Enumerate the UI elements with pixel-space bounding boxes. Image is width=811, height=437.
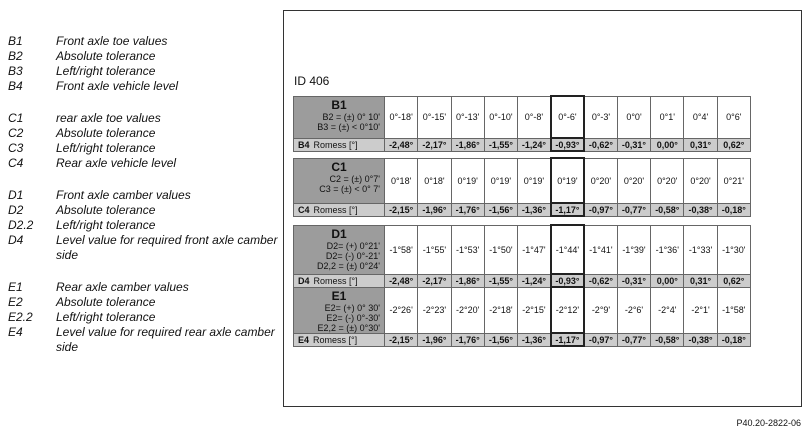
value-cell: 0°19' — [518, 158, 551, 203]
reference-cell: -1,76° — [451, 203, 484, 216]
table-title: B1 — [331, 97, 347, 112]
reference-unit: Romess [°] — [313, 275, 358, 286]
value-cell: -1°53' — [451, 225, 484, 274]
table-header-cell — [294, 287, 385, 333]
reference-label-cell — [294, 138, 385, 151]
value-cell: -2°12' — [551, 287, 584, 333]
reference-unit: Romess [°] — [313, 139, 358, 150]
legend-row — [8, 64, 278, 79]
reference-cell: -1,96° — [418, 203, 451, 216]
value-cell: -2°1' — [684, 287, 717, 333]
tolerance-line: B2 = (±) 0° 10' — [322, 111, 380, 122]
legend-row — [8, 325, 278, 355]
reference-cell: -0,38° — [684, 203, 717, 216]
legend-row — [8, 34, 278, 49]
reference-code: B4 — [298, 139, 310, 150]
legend-description: Left/right tolerance — [56, 218, 156, 232]
value-cell: 0°19' — [484, 158, 517, 203]
reference-cell: -2,17° — [418, 274, 451, 287]
tolerance-line: D2,2 = (±) 0°24' — [316, 260, 380, 271]
legend-row — [8, 49, 278, 64]
value-cell: 0°4' — [684, 96, 717, 138]
reference-cell: -0,18° — [717, 333, 750, 346]
legend-description: Front axle camber values — [56, 188, 191, 202]
value-cell: -1°36' — [651, 225, 684, 274]
reference-cell: -1,17° — [551, 203, 584, 216]
legend-description: Level value for required front axle camber side — [56, 233, 278, 262]
value-cell: 0°-18' — [385, 96, 418, 138]
alignment-table — [293, 95, 751, 152]
legend-row — [8, 310, 278, 325]
value-cell: -2°20' — [451, 287, 484, 333]
reference-cell: -0,77° — [617, 203, 650, 216]
reference-unit: Romess [°] — [313, 204, 358, 215]
reference-cell: -2,17° — [418, 138, 451, 151]
reference-cell: -2,48° — [385, 274, 418, 287]
legend-group — [8, 111, 278, 171]
tolerance-line: E2,2 = (±) 0°30' — [317, 322, 380, 333]
value-cell: 0°18' — [418, 158, 451, 203]
tolerance-line: D2= (+) 0°21' — [326, 240, 380, 251]
table-title: E1 — [331, 288, 347, 303]
legend-row — [8, 111, 278, 126]
reference-cell: -0,62° — [584, 138, 617, 151]
legend-code: C4 — [8, 156, 24, 170]
reference-unit: Romess [°] — [313, 334, 358, 345]
reference-cell: 0,62° — [717, 274, 750, 287]
legend-group — [8, 34, 278, 94]
legend-row — [8, 295, 278, 310]
legend-code: D2 — [8, 203, 24, 217]
value-cell: -1°50' — [484, 225, 517, 274]
alignment-grid — [293, 286, 751, 347]
reference-cell: 0,31° — [684, 138, 717, 151]
legend-description: Absolute tolerance — [56, 295, 156, 309]
legend — [8, 34, 278, 372]
tolerance-line: C2 = (±) 0°7' — [329, 173, 380, 184]
value-cell: 0°-8' — [518, 96, 551, 138]
value-row — [294, 158, 751, 203]
legend-code: D4 — [8, 233, 24, 247]
value-cell: 0°-6' — [551, 96, 584, 138]
reference-code: C4 — [298, 204, 310, 215]
reference-cell: 0,00° — [651, 274, 684, 287]
value-cell: -1°41' — [584, 225, 617, 274]
reference-cell: -0,77° — [617, 333, 650, 346]
legend-code: C3 — [8, 141, 24, 155]
value-cell: -1°44' — [551, 225, 584, 274]
reference-cell: -2,15° — [385, 203, 418, 216]
legend-row — [8, 79, 278, 94]
legend-description: Front axle vehicle level — [56, 79, 179, 93]
legend-description: Absolute tolerance — [56, 203, 156, 217]
legend-description: Left/right tolerance — [56, 310, 156, 324]
reference-cell: -1,56° — [484, 203, 517, 216]
value-cell: -1°55' — [418, 225, 451, 274]
legend-description: Left/right tolerance — [56, 64, 156, 78]
reference-label-cell — [294, 333, 385, 346]
value-cell: -2°9' — [584, 287, 617, 333]
reference-cell: -0,31° — [617, 274, 650, 287]
value-cell: 0°6' — [717, 96, 750, 138]
legend-code: C2 — [8, 126, 24, 140]
reference-cell: -1,96° — [418, 333, 451, 346]
reference-cell: -1,86° — [451, 138, 484, 151]
reference-cell: -1,86° — [451, 274, 484, 287]
legend-row — [8, 233, 278, 263]
reference-row — [294, 138, 751, 151]
reference-cell: -0,31° — [617, 138, 650, 151]
table-title: D1 — [331, 226, 347, 241]
legend-description: Front axle toe values — [56, 34, 168, 48]
reference-cell: 0,31° — [684, 274, 717, 287]
legend-group — [8, 188, 278, 263]
value-cell: -1°47' — [518, 225, 551, 274]
reference-cell: -0,58° — [651, 203, 684, 216]
legend-code: B1 — [8, 34, 23, 48]
reference-row — [294, 333, 751, 346]
value-cell: 0°-10' — [484, 96, 517, 138]
reference-code: E4 — [298, 334, 310, 345]
reference-label-cell — [294, 203, 385, 216]
legend-row — [8, 126, 278, 141]
figure-reference: P40.20-2822-06 — [736, 418, 801, 428]
legend-code: B4 — [8, 79, 23, 93]
reference-cell: -1,76° — [451, 333, 484, 346]
legend-group — [8, 280, 278, 355]
tolerance-line: E2= (+) 0° 30' — [324, 302, 380, 313]
reference-cell: -0,38° — [684, 333, 717, 346]
value-cell: 0°-15' — [418, 96, 451, 138]
panel-id: ID 406 — [294, 74, 330, 88]
value-cell: 0°19' — [551, 158, 584, 203]
reference-cell: -1,36° — [518, 333, 551, 346]
value-cell: 0°20' — [651, 158, 684, 203]
value-cell: 0°1' — [651, 96, 684, 138]
reference-cell: -1,56° — [484, 333, 517, 346]
reference-cell: -0,18° — [717, 203, 750, 216]
legend-description: Rear axle camber values — [56, 280, 189, 294]
legend-description: rear axle toe values — [56, 111, 161, 125]
value-row — [294, 287, 751, 333]
value-cell: -2°26' — [385, 287, 418, 333]
legend-description: Absolute tolerance — [56, 49, 156, 63]
reference-cell: 0,62° — [717, 138, 750, 151]
reference-cell: -1,55° — [484, 274, 517, 287]
reference-cell: -1,24° — [518, 274, 551, 287]
legend-description: Level value for required rear axle camber side — [56, 325, 275, 354]
legend-code: E4 — [8, 325, 23, 339]
legend-row — [8, 156, 278, 171]
legend-code: D1 — [8, 188, 24, 202]
value-cell: 0°0' — [617, 96, 650, 138]
tolerance-line: B3 = (±) < 0°10' — [317, 121, 380, 132]
table-panel — [283, 10, 802, 407]
reference-cell: -1,55° — [484, 138, 517, 151]
value-cell: -1°39' — [617, 225, 650, 274]
reference-cell: -0,97° — [584, 333, 617, 346]
value-cell: 0°20' — [684, 158, 717, 203]
legend-code: C1 — [8, 111, 24, 125]
reference-cell: -1,36° — [518, 203, 551, 216]
table-title: C1 — [331, 159, 347, 174]
reference-cell: -2,48° — [385, 138, 418, 151]
alignment-grid — [293, 95, 751, 152]
legend-code: B2 — [8, 49, 23, 63]
reference-cell: -0,58° — [651, 333, 684, 346]
reference-row — [294, 203, 751, 216]
value-cell: -2°23' — [418, 287, 451, 333]
value-row — [294, 96, 751, 138]
value-cell: -2°6' — [617, 287, 650, 333]
table-header-cell — [294, 225, 385, 274]
value-cell: 0°20' — [617, 158, 650, 203]
reference-cell: -0,93° — [551, 138, 584, 151]
reference-cell: -1,17° — [551, 333, 584, 346]
table-header-cell — [294, 158, 385, 203]
tolerance-line: E2= (-) 0°-30' — [326, 312, 380, 323]
legend-code: E2.2 — [8, 310, 33, 324]
value-cell: -1°58' — [385, 225, 418, 274]
value-cell: 0°20' — [584, 158, 617, 203]
table-header-cell — [294, 96, 385, 138]
reference-code: D4 — [298, 275, 310, 286]
legend-row — [8, 188, 278, 203]
value-cell: 0°18' — [385, 158, 418, 203]
value-cell: -1°58' — [717, 287, 750, 333]
legend-code: B3 — [8, 64, 23, 78]
alignment-table — [293, 224, 751, 288]
tolerance-line: C3 = (±) < 0° 7' — [319, 183, 380, 194]
alignment-table — [293, 286, 751, 347]
value-cell: -1°33' — [684, 225, 717, 274]
value-cell: -2°18' — [484, 287, 517, 333]
value-cell: 0°-13' — [451, 96, 484, 138]
value-cell: 0°21' — [717, 158, 750, 203]
alignment-grid — [293, 224, 751, 288]
value-cell: 0°-3' — [584, 96, 617, 138]
reference-cell: -2,15° — [385, 333, 418, 346]
alignment-grid — [293, 157, 751, 217]
legend-description: Rear axle vehicle level — [56, 156, 177, 170]
value-cell: -2°15' — [518, 287, 551, 333]
value-row — [294, 225, 751, 274]
legend-row — [8, 280, 278, 295]
legend-description: Absolute tolerance — [56, 126, 156, 140]
legend-row — [8, 203, 278, 218]
legend-code: E2 — [8, 295, 23, 309]
alignment-table — [293, 157, 751, 217]
reference-cell: -0,62° — [584, 274, 617, 287]
legend-row — [8, 141, 278, 156]
legend-code: E1 — [8, 280, 23, 294]
reference-cell: -1,24° — [518, 138, 551, 151]
legend-code: D2.2 — [8, 218, 34, 232]
value-cell: -1°30' — [717, 225, 750, 274]
tolerance-line: D2= (-) 0°-21' — [325, 250, 380, 261]
reference-cell: 0,00° — [651, 138, 684, 151]
value-cell: 0°19' — [451, 158, 484, 203]
reference-cell: -0,93° — [551, 274, 584, 287]
legend-row — [8, 218, 278, 233]
reference-cell: -0,97° — [584, 203, 617, 216]
value-cell: -2°4' — [651, 287, 684, 333]
legend-description: Left/right tolerance — [56, 141, 156, 155]
